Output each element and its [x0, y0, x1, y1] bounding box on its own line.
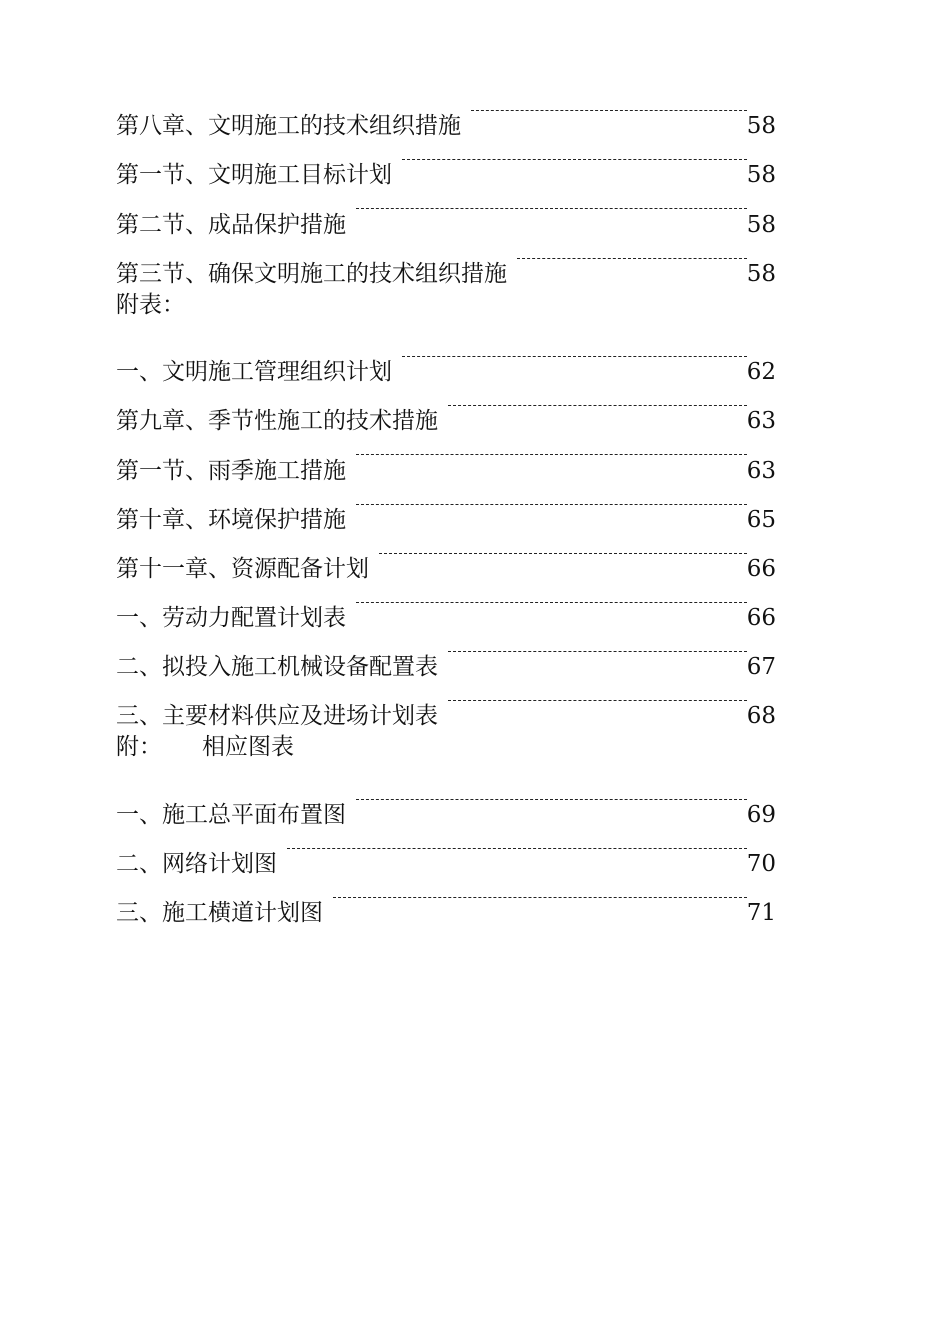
dot-leader [333, 871, 747, 920]
toc-entry-title: 三、施工横道计划图 [116, 900, 323, 927]
dot-leader [448, 674, 747, 723]
toc-entry-page: 58 [746, 162, 776, 189]
dot-leader [517, 232, 747, 281]
toc-entry-page: 67 [746, 654, 776, 681]
toc-entry-title: 第二节、成品保护措施 [116, 211, 346, 238]
dot-leader [402, 133, 747, 182]
toc-entry-title: 第八章、文明施工的技术组织措施 [116, 113, 461, 140]
toc-entry-title: 第一节、雨季施工措施 [116, 457, 346, 484]
toc-entry-title: 第十一章、资源配备计划 [116, 555, 369, 582]
toc-entry-title: 二、拟投入施工机械设备配置表 [116, 654, 438, 681]
toc-entry-page: 58 [746, 113, 776, 140]
toc-entry[interactable] [116, 84, 776, 140]
toc-entry-page: 58 [746, 260, 776, 287]
dot-leader [356, 428, 747, 477]
dot-leader [356, 773, 747, 822]
toc-entry-page: 62 [746, 359, 776, 386]
toc-heading-label: 附： [116, 734, 162, 761]
table-of-contents [116, 84, 776, 927]
toc-entry-title: 一、施工总平面布置图 [116, 801, 346, 828]
dot-leader [402, 330, 747, 379]
toc-entry-title: 第十章、环境保护措施 [116, 506, 346, 533]
toc-entry[interactable] [116, 330, 776, 386]
toc-entry-page: 69 [746, 801, 776, 828]
toc-entry-page: 58 [746, 211, 776, 238]
toc-heading-title: 附表： [116, 291, 185, 318]
toc-entry-title: 三、主要材料供应及进场计划表 [116, 703, 438, 730]
toc-entry-title: 第九章、季节性施工的技术措施 [116, 408, 438, 435]
dot-leader [448, 379, 747, 428]
toc-entry-page: 66 [746, 555, 776, 582]
toc-entry-title: 一、文明施工管理组织计划 [116, 359, 392, 386]
toc-heading-title: 相应图表 [202, 734, 294, 761]
toc-entry-title: 第一节、文明施工目标计划 [116, 162, 392, 189]
toc-entry-page: 66 [746, 605, 776, 632]
dot-leader [379, 527, 747, 576]
toc-entry-page: 63 [746, 457, 776, 484]
dot-leader [356, 182, 747, 231]
dot-leader [356, 478, 747, 527]
toc-entry-title: 第三节、确保文明施工的技术组织措施 [116, 260, 507, 287]
dot-leader [471, 84, 747, 133]
dot-leader [287, 822, 747, 871]
dot-leader [448, 625, 747, 674]
toc-entry-page: 68 [746, 703, 776, 730]
toc-entry-page: 71 [746, 900, 776, 927]
toc-entry-title: 二、网络计划图 [116, 851, 277, 877]
toc-entry[interactable] [116, 773, 776, 828]
dot-leader [356, 576, 747, 625]
toc-entry-title: 一、劳动力配置计划表 [116, 605, 346, 632]
toc-entry-page: 65 [746, 506, 776, 533]
toc-entry-page: 70 [746, 851, 776, 877]
toc-entry-page: 63 [746, 408, 776, 435]
